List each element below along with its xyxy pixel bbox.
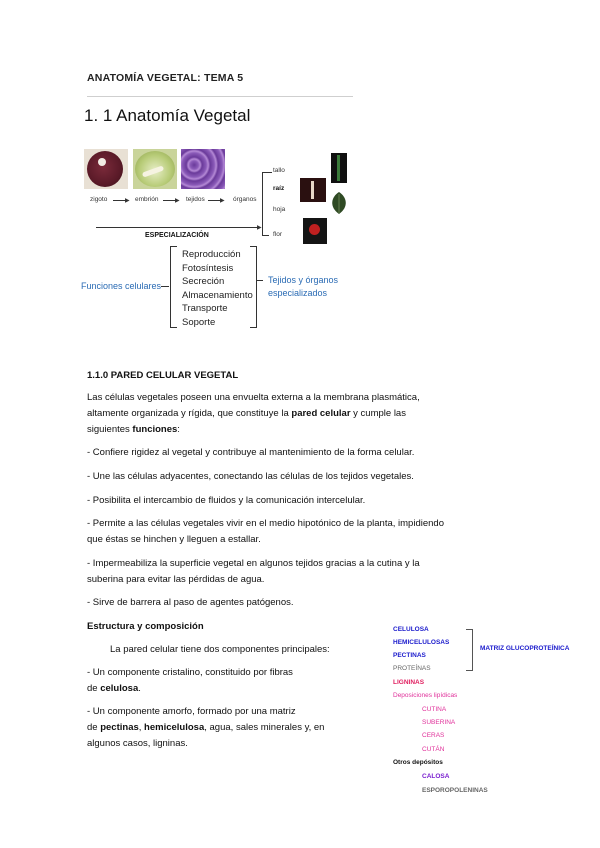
organ-label-flower: flor <box>273 231 283 238</box>
functions-connector <box>161 286 169 287</box>
functions-list <box>182 248 253 330</box>
item-ligninas: LIGNINAS <box>393 679 425 686</box>
result-connector <box>257 280 263 281</box>
stage-label: órganos <box>233 196 257 203</box>
function-item: Fotosíntesis <box>182 262 234 274</box>
result-label-line1: Tejidos y órganos <box>268 275 339 285</box>
intro-text: siguientes <box>87 424 133 435</box>
function-item: Secreción <box>182 276 225 288</box>
organ-bracket <box>262 172 269 236</box>
function-bullet: - Sirve de barrera al paso de agentes patógenos. <box>87 597 294 608</box>
component-text: . <box>138 683 141 694</box>
item-ceras: CERAS <box>422 732 445 739</box>
stem-image <box>331 153 347 183</box>
arrow-head-icon: ▶ <box>220 198 225 204</box>
specialization-label: ESPECIALIZACIÓN <box>145 232 209 239</box>
intro-bold-term: funciones <box>132 424 178 435</box>
component-bold-term: pectinas <box>100 722 139 733</box>
item-proteinas: PROTEÍNAS <box>393 665 431 672</box>
page-title: 1. 1 Anatomía Vegetal <box>84 106 251 125</box>
functions-label: Funciones celulares <box>81 281 162 291</box>
item-cutan: CUTÁN <box>422 746 445 753</box>
component-text: de <box>87 683 101 694</box>
stage-label: zigoto <box>90 196 108 203</box>
functions-bracket-right <box>250 246 257 328</box>
tissue-photo <box>181 149 225 189</box>
composition-intro: La pared celular tiene dos componentes principales: <box>110 644 330 655</box>
component-text: , <box>138 722 145 733</box>
subsection-heading: Estructura y composición <box>87 621 204 632</box>
bracket-tick <box>268 172 272 173</box>
item-esporopoleninas: ESPOROPOLENINAS <box>422 787 488 794</box>
component-bold-term: celulosa <box>100 683 139 694</box>
component-line: - Un componente cristalino, constituido por fibras <box>87 667 293 678</box>
intro-text: y cumple las <box>350 408 406 419</box>
component-crystalline <box>87 665 347 697</box>
item-celulosa: CELULOSA <box>393 626 429 633</box>
root-image <box>300 178 326 202</box>
specialization-arrow <box>96 227 260 228</box>
item-otros: Otros depósitos <box>393 759 443 766</box>
bullet-line: que éstas se hinchen y lleguen a estallar. <box>87 534 261 545</box>
arrow-head-icon: ▶ <box>175 198 180 204</box>
item-deposiciones: Deposiciones lipídicas <box>393 692 458 699</box>
item-pectinas: PECTINAS <box>393 652 426 659</box>
intro-bold-term: pared celular <box>291 408 351 419</box>
intro-text: : <box>177 424 180 435</box>
component-line: - Un componente amorfo, formado por una matriz <box>87 706 296 717</box>
arrow-head-icon: ▶ <box>125 198 130 204</box>
item-cutina: CUTINA <box>422 706 447 713</box>
component-line <box>87 681 347 697</box>
component-line <box>87 720 357 736</box>
function-item: Soporte <box>182 316 216 328</box>
component-text: , agua, sales minerales y, en <box>204 722 325 733</box>
document-header: ANATOMÍA VEGETAL: TEMA 5 <box>87 72 244 84</box>
item-calosa: CALOSA <box>422 773 450 780</box>
stage-label: embrión <box>135 196 159 203</box>
function-item: Transporte <box>182 303 228 315</box>
section-heading: 1.1.0 PARED CELULAR VEGETAL <box>87 370 239 381</box>
organ-label-leaf: hoja <box>273 206 286 213</box>
intro-line <box>87 422 507 438</box>
result-label-line2: especializados <box>268 288 328 298</box>
component-line: algunos casos, ligninas. <box>87 738 188 749</box>
header-rule <box>87 96 353 97</box>
stage-label: tejidos <box>186 196 205 203</box>
function-bullet <box>87 516 507 548</box>
embryo-photo <box>133 149 177 189</box>
function-bullet: - Une las células adyacentes, conectando las células de los tejidos vegetales. <box>87 471 414 482</box>
leaf-image <box>327 191 351 215</box>
component-text: de <box>87 722 101 733</box>
function-item: Almacenamiento <box>182 289 253 301</box>
item-hemicelulosas: HEMICELULOSAS <box>393 639 450 646</box>
function-bullet <box>87 556 507 588</box>
matrix-label: MATRIZ GLUCOPROTEÍNICA <box>480 645 570 652</box>
bullet-line: - Impermeabiliza la superficie vegetal en algunos tejidos gracias a la cutina y la <box>87 558 420 569</box>
bullet-line: suberina para evitar las pérdidas de agua. <box>87 574 265 585</box>
bullet-line: - Permite a las células vegetales vivir en el medio hipotónico de la planta, impidiendo <box>87 518 444 529</box>
matrix-bracket <box>466 629 473 671</box>
organ-label-stem: tallo <box>273 167 285 174</box>
component-bold-term: hemicelulosa <box>144 722 205 733</box>
function-bullet: - Confiere rigidez al vegetal y contribuye al mantenimiento de la forma celular. <box>87 447 415 458</box>
intro-line <box>87 406 507 422</box>
function-bullet: - Posibilita el intercambio de fluidos y la comunicación intercelular. <box>87 495 366 506</box>
item-suberina: SUBERINA <box>422 719 456 726</box>
intro-paragraph <box>87 390 507 438</box>
intro-text: altamente organizada y rígida, que constituye la <box>87 408 292 419</box>
function-item: Reproducción <box>182 249 241 260</box>
component-amorphous <box>87 704 357 752</box>
organ-label-root: raíz <box>273 185 285 192</box>
functions-bracket-left <box>170 246 177 328</box>
flower-image <box>303 218 327 244</box>
arrow-head-icon: ▶ <box>257 225 262 231</box>
zygote-photo <box>84 149 128 189</box>
intro-line: Las células vegetales poseen una envuelta externa a la membrana plasmática, <box>87 392 420 403</box>
